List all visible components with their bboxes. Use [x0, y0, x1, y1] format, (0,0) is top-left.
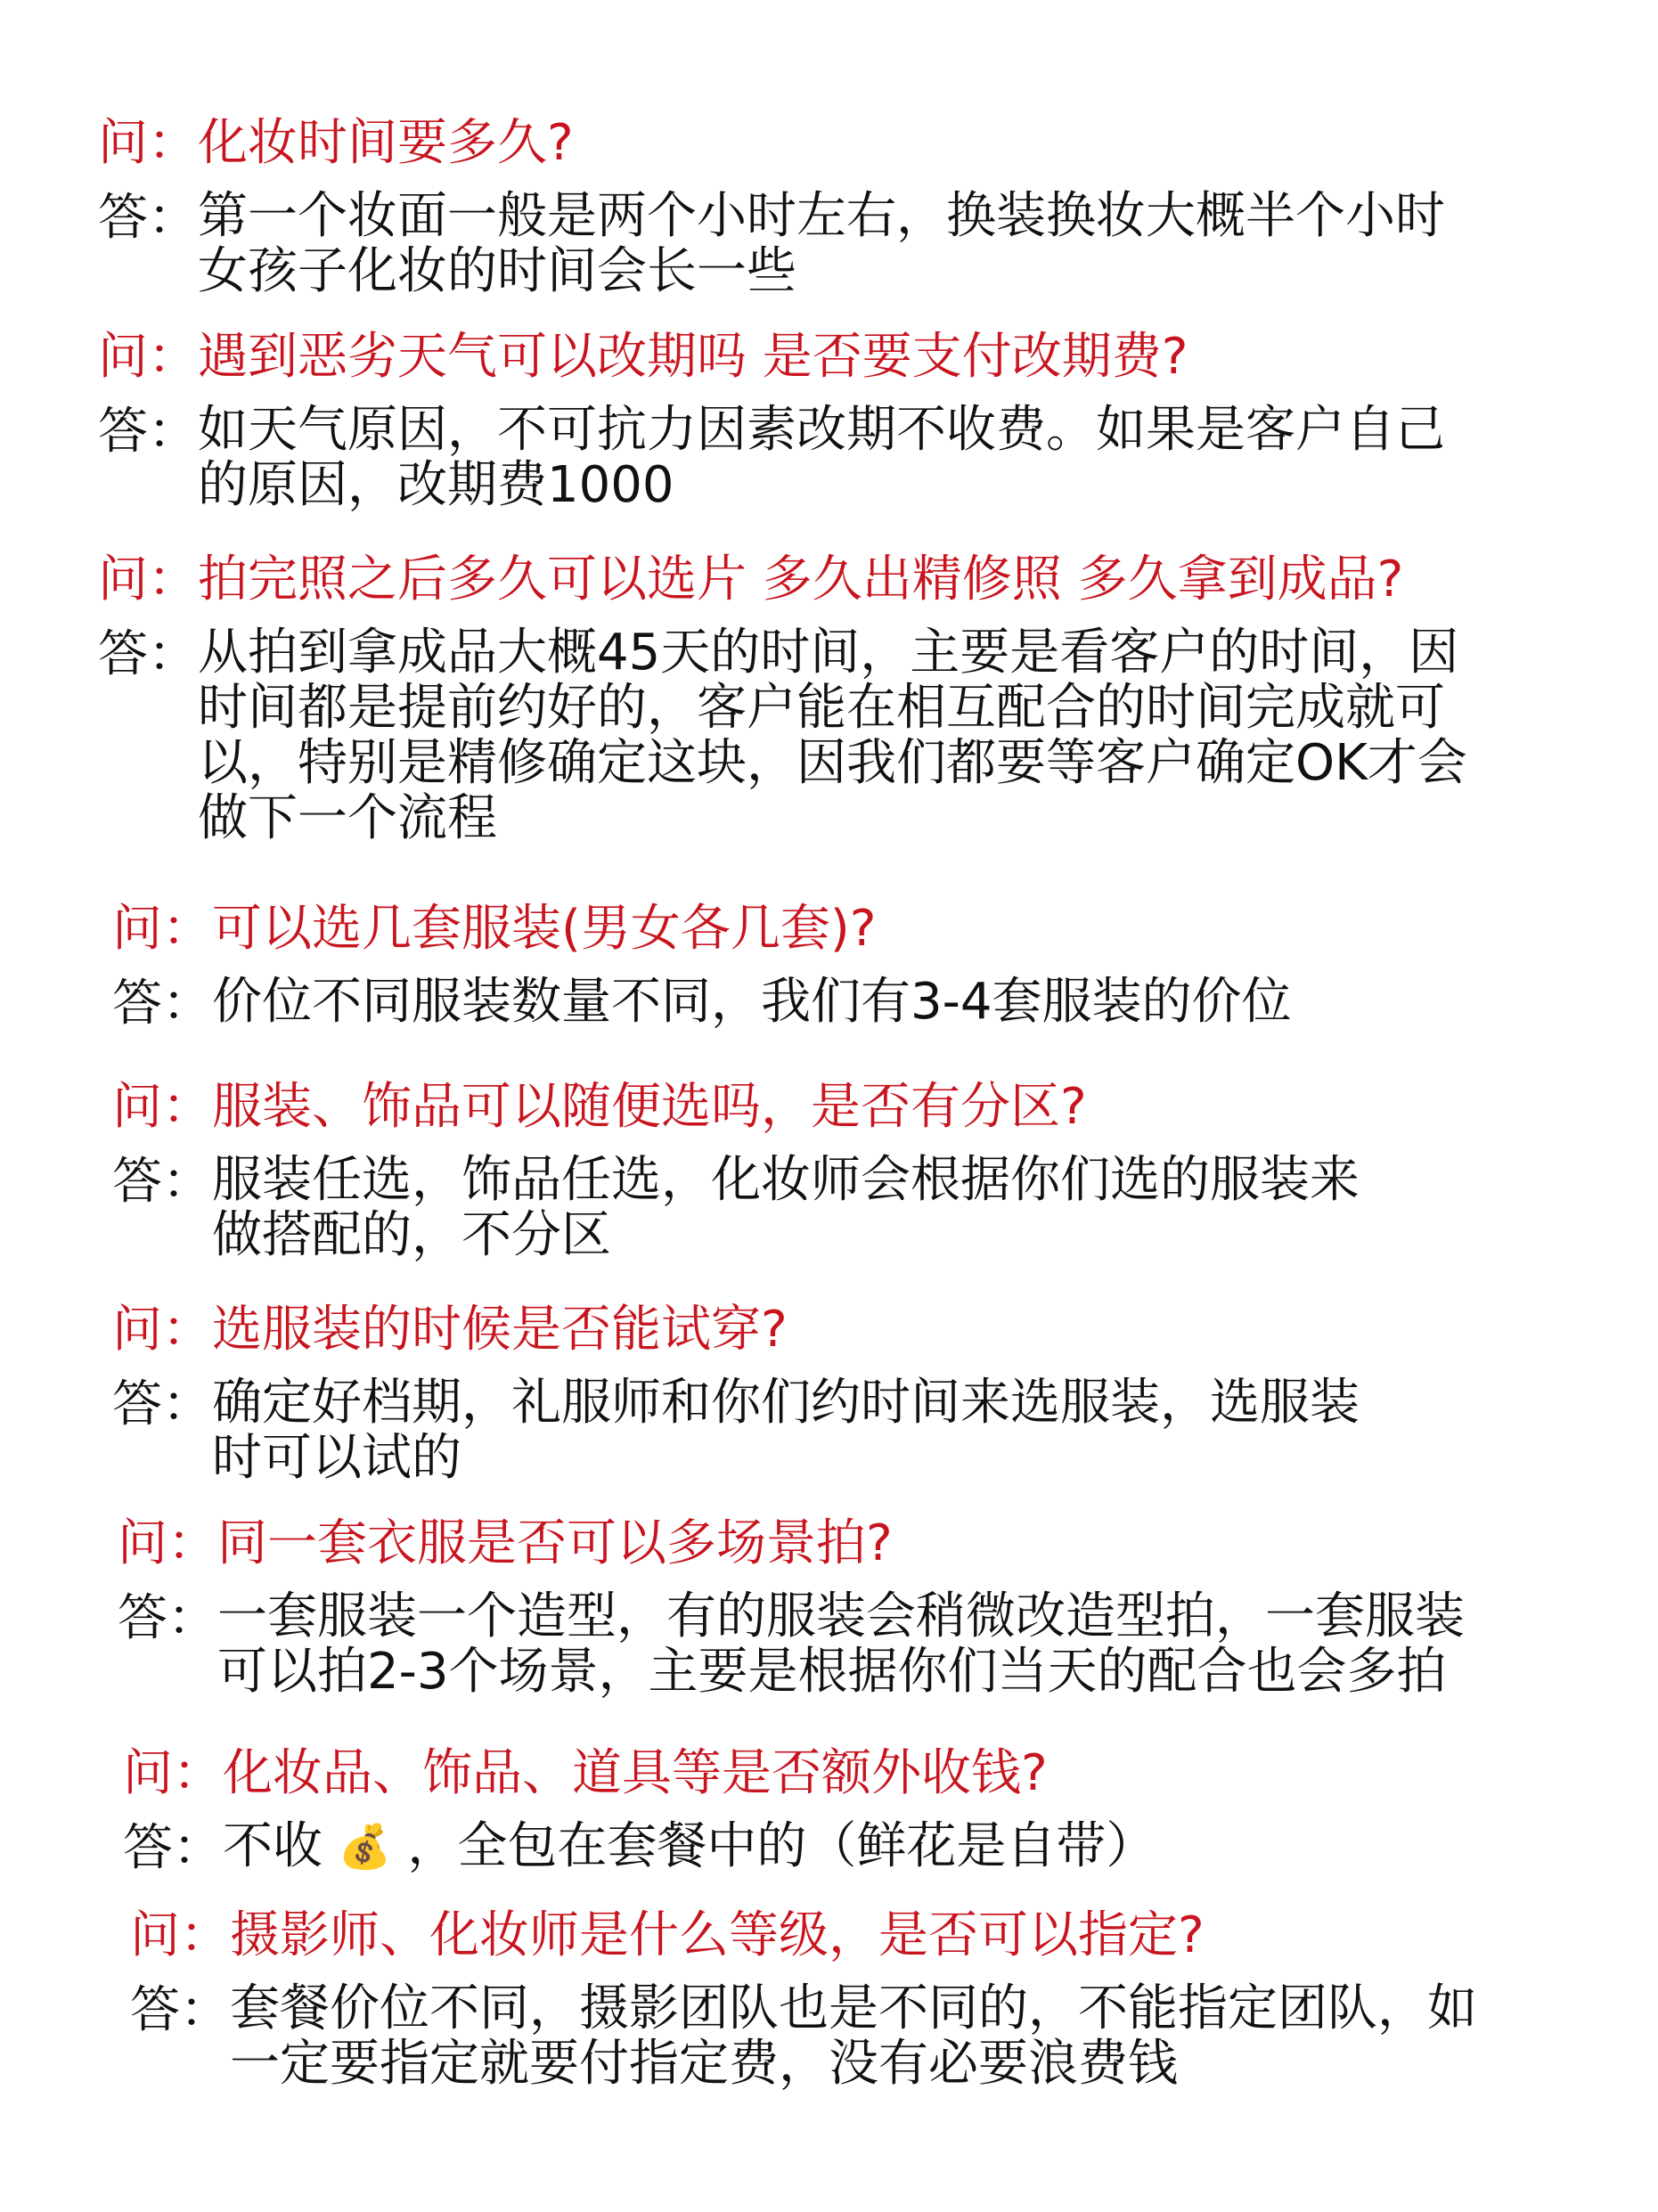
answer-text: 服装任选，饰品任选，化妆师会根据你们选的服装来 做搭配的，不分区	[212, 1151, 1360, 1264]
qa-item-1	[98, 114, 1595, 299]
question-prefix: 问：	[112, 1301, 212, 1359]
question-prefix: 问：	[118, 1514, 217, 1572]
question-prefix: 问：	[98, 328, 198, 386]
answer-text: 一套服装一个造型，有的服装会稍微改造型拍，一套服装 可以拍2-3个场景，主要是根据你们当天的配合也会多拍	[217, 1588, 1465, 1701]
answer-row	[112, 1153, 1609, 1263]
answer-prefix: 答：	[112, 975, 212, 1033]
qa-item-4	[112, 900, 1609, 1033]
question-text: 可以选几套服装(男女各几套)?	[212, 900, 877, 958]
qa-item-9	[130, 1906, 1627, 2092]
question-text: 化妆品、饰品、道具等是否额外收钱?	[223, 1744, 1048, 1802]
answer-text: 确定好档期，礼服师和你们约时间来选服装，选服装 时可以试的	[212, 1374, 1360, 1487]
question-text: 摄影师、化妆师是什么等级，是否可以指定?	[230, 1906, 1205, 1964]
question-row	[112, 1301, 1609, 1359]
question-text: 服装、饰品可以随便选吗，是否有分区?	[212, 1078, 1087, 1136]
question-row	[130, 1906, 1627, 1965]
answer-text-before: 不收	[223, 1817, 323, 1875]
question-row	[98, 114, 1595, 173]
question-prefix: 问：	[112, 900, 212, 958]
answer-row	[98, 189, 1595, 299]
answer-text: 如天气原因，不可抗力因素改期不收费。如果是客户自己 的原因，改期费1000	[198, 401, 1445, 514]
question-text: 拍完照之后多久可以选片 多久出精修照 多久拿到成品?	[198, 551, 1404, 608]
answer-row	[112, 975, 1609, 1033]
answer-prefix: 答：	[98, 189, 198, 247]
answer-text: 价位不同服装数量不同，我们有3-4套服装的价位	[212, 973, 1292, 1031]
question-prefix: 问：	[112, 1078, 212, 1136]
question-row	[123, 1744, 1620, 1803]
answer-prefix: 答：	[98, 625, 198, 683]
question-prefix: 问：	[130, 1906, 230, 1964]
question-row	[118, 1514, 1614, 1573]
qa-item-7	[118, 1514, 1614, 1700]
question-text: 同一套衣服是否可以多场景拍?	[217, 1514, 893, 1572]
question-prefix: 问：	[123, 1744, 223, 1802]
answer-prefix: 答：	[130, 1981, 230, 2039]
question-row	[98, 551, 1595, 609]
answer-prefix: 答：	[123, 1819, 223, 1877]
answer-prefix: 答：	[112, 1375, 212, 1433]
answer-row	[123, 1819, 1620, 1878]
qa-item-8	[123, 1744, 1620, 1878]
question-prefix: 问：	[98, 551, 198, 608]
qa-item-5	[112, 1078, 1609, 1263]
money-bag-icon: 💰	[338, 1822, 392, 1872]
question-row	[112, 900, 1609, 959]
qa-item-3	[98, 551, 1595, 846]
qa-item-2	[98, 328, 1595, 513]
answer-row	[118, 1589, 1614, 1700]
answer-row	[112, 1375, 1609, 1486]
answer-text: 套餐价位不同，摄影团队也是不同的，不能指定团队，如 一定要指定就要付指定费，没有必要浪费钱	[230, 1979, 1477, 2093]
answer-row	[98, 403, 1595, 513]
question-row	[112, 1078, 1609, 1137]
question-text: 选服装的时候是否能试穿?	[212, 1301, 788, 1359]
answer-text: 第一个妆面一般是两个小时左右，换装换妆大概半个小时 女孩子化妆的时间会长一些	[198, 187, 1445, 300]
question-text: 化妆时间要多久?	[198, 114, 574, 172]
answer-prefix: 答：	[112, 1153, 212, 1211]
question-prefix: 问：	[98, 114, 198, 172]
answer-row	[130, 1981, 1627, 2092]
answer-row	[98, 625, 1595, 846]
answer-text-after: ，全包在套餐中的（鲜花是自带）	[407, 1817, 1156, 1875]
answer-text: 从拍到拿成品大概45天的时间，主要是看客户的时间，因 时间都是提前约好的，客户能在相互配合的时间完成就可 以，特别是精修确定这块，因我们都要等客户确定OK才会 做下一个流程	[198, 624, 1467, 847]
qa-item-6	[112, 1301, 1609, 1486]
question-row	[98, 328, 1595, 387]
answer-prefix: 答：	[98, 403, 198, 461]
answer-text	[223, 1819, 1620, 1874]
question-text: 遇到恶劣天气可以改期吗 是否要支付改期费?	[198, 328, 1188, 386]
answer-prefix: 答：	[118, 1589, 217, 1647]
